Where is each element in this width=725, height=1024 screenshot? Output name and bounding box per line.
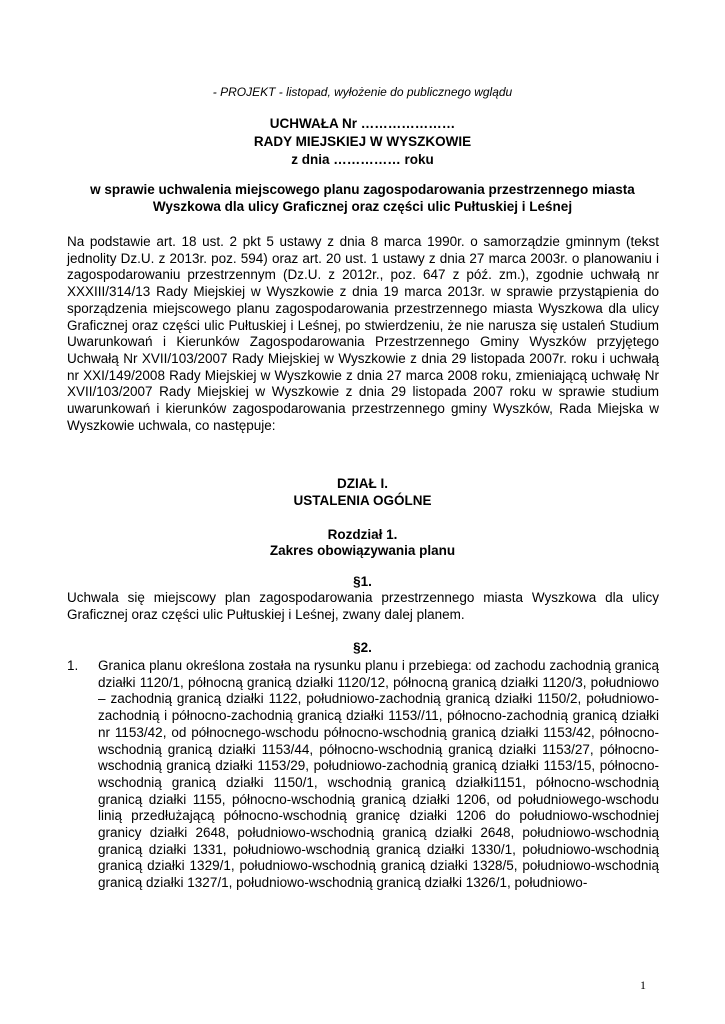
chapter-title: Zakres obowiązywania planu <box>269 543 456 558</box>
section-title: USTALENIA OGÓLNE <box>293 493 432 508</box>
subject-line-2: Wyszkowa dla ulicy Graficznej oraz części ulic Pułtuskiej i Leśnej <box>152 199 573 214</box>
paragraph-2-symbol: §2. <box>353 640 372 655</box>
chapter-heading: Rozdział 1. <box>327 527 398 542</box>
section-heading: DZIAŁ I. <box>337 476 388 491</box>
resolution-date: z dnia …………… roku <box>291 152 434 167</box>
draft-note: - PROJEKT - listopad, wyłożenie do publicznego wglądu <box>212 85 513 99</box>
paragraph-1-text: Uchwala się miejscowy plan zagospodarowania przestrzennego miasta Wyszkowa dla ulicy Graficznej oraz części ulic Pułtuskiej i Leśnej, zwany dalej planem. <box>67 590 659 622</box>
paragraph-1-symbol: §1. <box>353 574 372 589</box>
subject-line-1: w sprawie uchwalenia miejscowego planu zagospodarowania przestrzennego miasta <box>90 182 635 197</box>
list-item-text: Granica planu określona została na rysunku planu i przebiega: od zachodu zachodnią granicą działki 1120/1, północną granicą działki 1120/12, północną granicą działki 1120/3, południowo – zachodnią granicą działki 1122, południowo-zachodnią granicą działki 1150/2, południowo-zachodnią i północno-zachodnią granicą działki 1153//11, północno-zachodnią granicą działki nr 1153/42, od północnego-wschodu północno-wschodnią granicą działki 1153/42, północno-wschodnią granicą działki 1153/44, północno-wschodnią granicą działki 1153/27, północno-wschodnią granicą działki 1153/29, południowo-zachodnią granicą działki 1153/15, północno-wschodnią granicą działki 1150/1, wschodnią granicą działki1151, północno-wschodnią granicą działki 1155, północno-wschodnią granicą działki 1206, od południowego-wschodu linią przedłużającą północno-wschodnią granicę działki 1206 do południowo-wschodniej granicy działki 2648, południowo-wschodnią granicą działki 2648, południowo-wschodnią granicą działki 1331, południowo-wschodnią granicą działki 1330/1, południowo-wschodnią granicą działki 1329/1, południowo-wschodnią granicą działki 1328/5, południowo-wschodnią granicą działki 1327/1, południowo-wschodnią granicą działki 1326/1, południowo- <box>98 658 659 891</box>
page-number: 1 <box>640 978 646 992</box>
list-item-number: 1. <box>67 658 79 673</box>
council-name: RADY MIEJSKIEJ W WYSZKOWIE <box>253 134 472 149</box>
resolution-number: UCHWAŁA Nr ………………… <box>269 116 456 131</box>
preamble-paragraph: Na podstawie art. 18 ust. 2 pkt 5 ustawy z dnia 8 marca 1990r. o samorządzie gminnym (tekst jednolity Dz.U. z 2013r. poz. 594) oraz art. 20 ust. 1 ustawy z dnia 27 marca 2003r. o planowaniu i zagospodarowaniu przestrzennym (Dz.U. z 2012r., poz. 647 z póź. zm.), zgodnie uchwałą nr XXXIII/314/13 Rady Miejskiej w Wyszkowie z dnia 19 marca 2013r. w sprawie przystąpienia do sporządzenia miejscowego planu zagospodarowania przestrzennego miasta Wyszkowa dla ulicy Graficznej oraz części ulic Pułtuskiej i Leśnej, po stwierdzeniu, że nie narusza się ustaleń Studium Uwarunkowań i Kierunków Zagospodarowania Przestrzennego Gminy Wyszków przyjętego Uchwałą Nr XVII/103/2007 Rady Miejskiej w Wyszkowie z dnia 29 listopada 2007r. roku i uchwałą nr XXI/149/2008 Rady Miejskiej w Wyszkowie z dnia 27 marca 2008 roku, zmieniającą uchwałę Nr XVII/103/2007 Rady Miejskiej w Wyszkowie z dnia 29 listopada 2007 roku w sprawie studium uwarunkowań i kierunków zagospodarowania przestrzennego gminy Wyszków, Rada Miejska w Wyszkowie uchwala, co następuje: <box>67 234 659 433</box>
